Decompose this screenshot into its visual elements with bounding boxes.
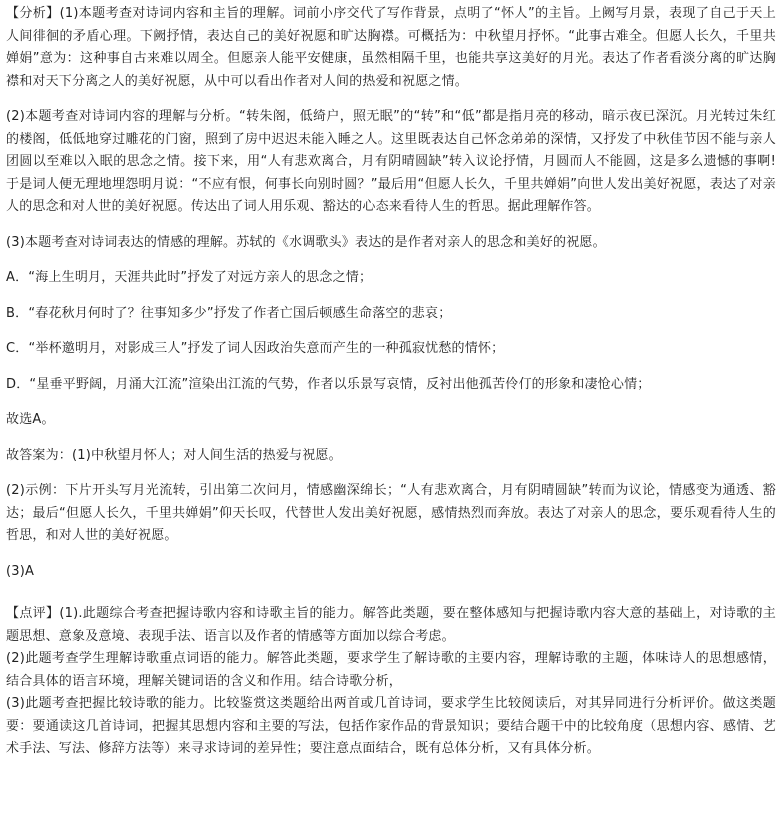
comment-part-2: (2)此题考查学生理解诗歌重点词语的能力。解答此类题，要求学生了解诗歌的主要内容，理解诗歌的主题，体味诗人的思想感情，结合具体的语言环境，理解关键词语的含义和作用。结合诗歌分析， xyxy=(6,651,776,689)
option-d: D．“星垂平野阔，月涌大江流”渲染出江流的气势，作者以乐景写哀情，反衬出他孤苦伶仃的形象和凄怆心情； xyxy=(6,376,651,392)
answer-part-3: (3)A xyxy=(6,563,35,579)
comment-part-1: 【点评】(1).此题综合考查把握诗歌内容和诗歌主旨的能力。解答此类题，要在整体感知与把握诗歌内容大意的基础上，对诗歌的主题思想、意象及意境、表现手法、语言以及作者的情感等方面加以综合考虑。 xyxy=(6,606,776,644)
analysis-part-1: 【分析】(1)本题考查对诗词内容和主旨的理解。词前小序交代了写作背景，点明了“怀人”的主旨。上阙写月景，表现了自己于天上人间徘徊的矛盾心理。下阙抒情，表达自己的美好祝愿和旷达胸襟。可概括为：中秋望月抒怀。“此事古难全。但愿人长久，千里共婵娟”意为：这种事自古来难以周全。但愿亲人能平安健康，虽然相隔千里，也能共享这美好的月光。表达了作者看淡分离的旷达胸襟和对天下分离之人的美好祝愿，从中可以看出作者对人间的热爱和祝愿之情。 xyxy=(6,6,776,89)
option-c: C．“举杯邀明月，对影成三人”抒发了词人因政治失意而产生的一种孤寂忧愁的情怀； xyxy=(6,341,505,356)
option-a: A．“海上生明月，天涯共此时”抒发了对远方亲人的思念之情； xyxy=(6,270,373,285)
answer-part-1: 故答案为：(1)中秋望月怀人；对人间生活的热爱与祝愿。 xyxy=(6,447,342,463)
answer-part-2: (2)示例：下片开头写月光流转，引出第二次问月，情感幽深绵长；“人有悲欢离合，月有阴晴圆缺”转而为议论，情感变为通透、豁达；最后“但愿人长久，千里共婵娟”仰天长叹，代替世人发出美好祝愿，感情热烈而奔放。表达了对亲人的思念，要乐观看待人生的哲思，和对人世的美好祝愿。 xyxy=(6,483,776,543)
analysis-part-2: (2)本题考查对诗词内容的理解与分析。“转朱阁，低绮户，照无眠”的“转”和“低”都是指月亮的移动，暗示夜已深沉。月光转过朱红的楼阁，低低地穿过雕花的门窗，照到了房中迟迟未能入睡之人。这里既表达自己怀念弟弟的深情，又抒发了中秋佳节因不能与亲人团圆以至难以入眠的思念之情。接下来，用“人有悲欢离合，月有阴晴圆缺”转入议论抒情，月圆而人不能圆，这是多么遗憾的事啊!于是词人便无理地埋怨明月说：“不应有恨，何事长向别时圆？”最后用“但愿人长久，千里共婵娟”向世人发出美好祝愿，表达了对亲人的思念和对人世的美好祝愿。传达出了词人用乐观、豁达的心态来看待人生的哲思。据此理解作答。 xyxy=(6,109,776,214)
comment-part-3: (3)此题考查把握比较诗歌的能力。比较鉴赏这类题给出两首或几首诗词，要求学生比较阅读后，对其异同进行分析评价。做这类题要：要通读这几首诗词，把握其思想内容和主要的写法，包括作家作品的背景知识；要结合题干中的比较角度（思想内容、感情、艺术手法、写法、修辞方法等）来寻求诗词的差异性；要注意点面结合，既有总体分析，又有具体分析。 xyxy=(6,696,776,756)
option-b: B．“春花秋月何时了？往事知多少”抒发了作者亡国后顿感生命落空的悲哀； xyxy=(6,305,452,321)
choice-statement: 故选A。 xyxy=(6,412,55,427)
analysis-part-3: (3)本题考查对诗词表达的情感的理解。苏轼的《水调歌头》表达的是作者对亲人的思念和美好的祝愿。 xyxy=(6,234,606,250)
